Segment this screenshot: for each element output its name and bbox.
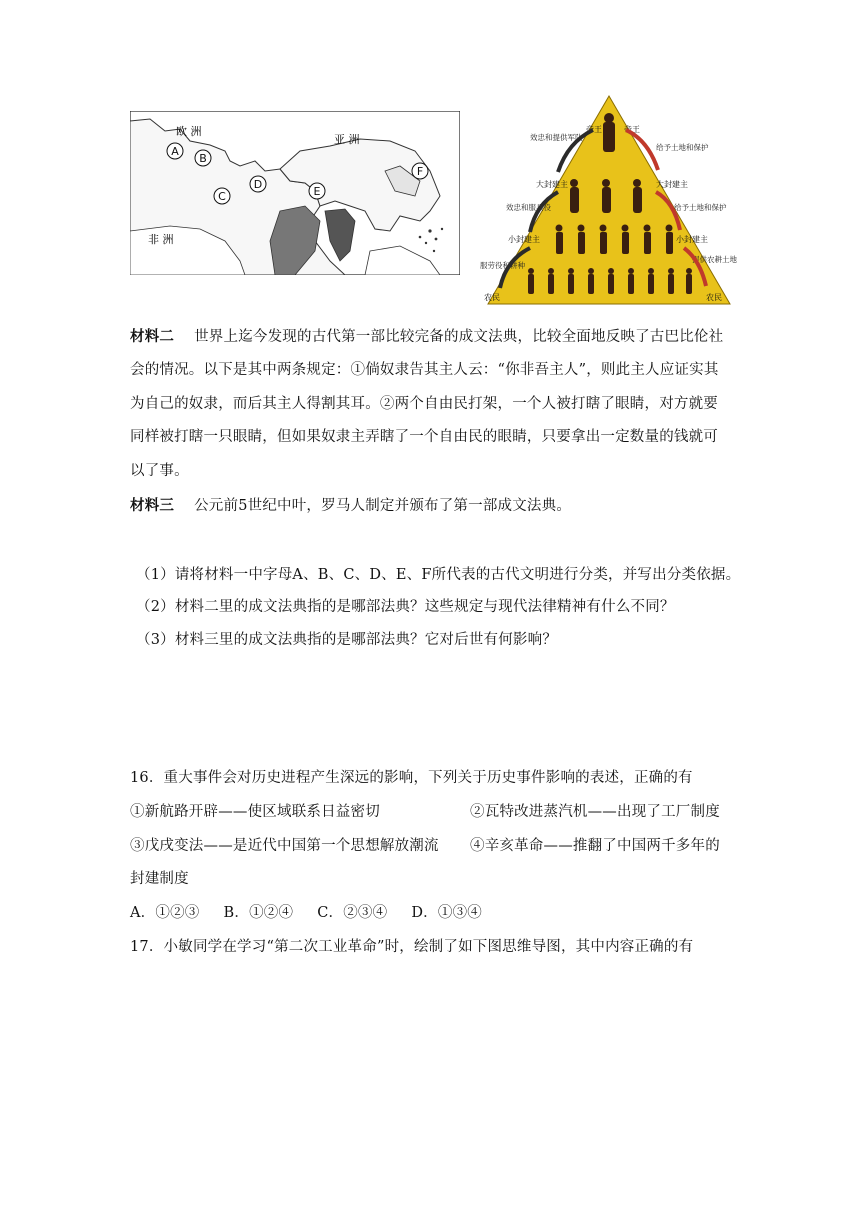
material2-line-4: 同样被打瞎一只眼睛，但如果奴隶主弄瞎了一个自由民的眼睛，只要拿出一定数量的钱就可 bbox=[130, 429, 718, 445]
material3-line bbox=[130, 494, 571, 515]
pyramid-note-right-1: 给予土地和保护 bbox=[656, 143, 709, 152]
pyramid-note-left-3: 服劳役和耕种 bbox=[480, 261, 525, 270]
material2-label: 材料二 bbox=[130, 328, 175, 345]
map-marker-f: F bbox=[416, 165, 424, 178]
pyramid-level-emperor-left: 帝王 bbox=[586, 125, 602, 134]
material3-text: 公元前5世纪中叶，罗马人制定并颁布了第一部成文法典。 bbox=[194, 498, 572, 514]
question-3: （3）材料三里的成文法典指的是哪部法典？它对后世有何影响？ bbox=[136, 632, 558, 648]
map-marker-c: C bbox=[218, 190, 226, 203]
material3-label: 材料三 bbox=[130, 497, 175, 514]
map-label-asia: 亚 洲 bbox=[334, 133, 360, 146]
pyramid-level-peasant-left: 农民 bbox=[484, 293, 500, 302]
ancient-civilizations-map bbox=[130, 111, 460, 275]
feudal-hierarchy-pyramid bbox=[478, 92, 740, 306]
material2-line-3: 为自己的奴隶，而后其主人得割其耳。②两个自由民打架，一个人被打瞎了眼睛，对方就要 bbox=[130, 396, 718, 412]
q16-option-1: ①新航路开辟——使区域联系日益密切 bbox=[130, 804, 380, 820]
q16-choices: A．①②③ B．①②④ C．②③④ D．①③④ bbox=[130, 905, 482, 921]
map-marker-a: A bbox=[171, 145, 179, 158]
pyramid-level-peasant-right: 农民 bbox=[706, 293, 722, 302]
pyramid-level-small-lord-left: 小封建主 bbox=[508, 235, 540, 244]
q16-stem: 16．重大事件会对历史进程产生深远的影响，下列关于历史事件影响的表述，正确的有 bbox=[130, 770, 693, 786]
material2-text-1: 世界上迄今发现的古代第一部比较完备的成文法典，比较全面地反映了古巴比伦社 bbox=[194, 329, 724, 345]
pyramid-note-right-2: 给予土地和保护 bbox=[674, 203, 727, 212]
q16-option-4-cont: 封建制度 bbox=[130, 871, 189, 887]
q16-option-2: ②瓦特改进蒸汽机——出现了工厂制度 bbox=[470, 804, 720, 820]
map-marker-d: D bbox=[253, 178, 263, 191]
map-marker-b: B bbox=[199, 152, 207, 165]
pyramid-note-left-1: 效忠和提供军队 bbox=[530, 133, 583, 142]
map-marker-e: E bbox=[313, 185, 321, 198]
q17-stem: 17．小敏同学在学习“第二次工业革命”时，绘制了如下图思维导图，其中内容正确的有 bbox=[130, 939, 694, 955]
pyramid-level-great-lord-left: 大封建主 bbox=[536, 180, 568, 189]
question-1: （1）请将材料一中字母A、B、C、D、E、F所代表的古代文明进行分类，并写出分类依据。 bbox=[136, 567, 741, 583]
pyramid-note-left-2: 效忠和服兵役 bbox=[506, 203, 551, 212]
material2-line-5: 以了事。 bbox=[130, 463, 189, 479]
material2-line-2: 会的情况。以下是其中两条规定：①倘奴隶告其主人云：“你非吾主人”，则此主人应证实其 bbox=[130, 362, 719, 378]
pyramid-note-right-3: 提供农耕土地 bbox=[692, 255, 737, 264]
pyramid-level-small-lord-right: 小封建主 bbox=[676, 235, 708, 244]
q16-option-4: ④辛亥革命——推翻了中国两千多年的 bbox=[470, 838, 720, 854]
map-label-africa: 非 洲 bbox=[148, 233, 174, 246]
map-label-europe: 欧 洲 bbox=[176, 125, 202, 138]
pyramid-level-emperor-right: 帝王 bbox=[624, 125, 640, 134]
pyramid-level-great-lord-right: 大封建主 bbox=[656, 180, 688, 189]
question-2: （2）材料二里的成文法典指的是哪部法典？这些规定与现代法律精神有什么不同？ bbox=[136, 599, 675, 615]
q16-option-3: ③戊戌变法——是近代中国第一个思想解放潮流 bbox=[130, 838, 439, 854]
material2-line-1 bbox=[130, 325, 723, 346]
